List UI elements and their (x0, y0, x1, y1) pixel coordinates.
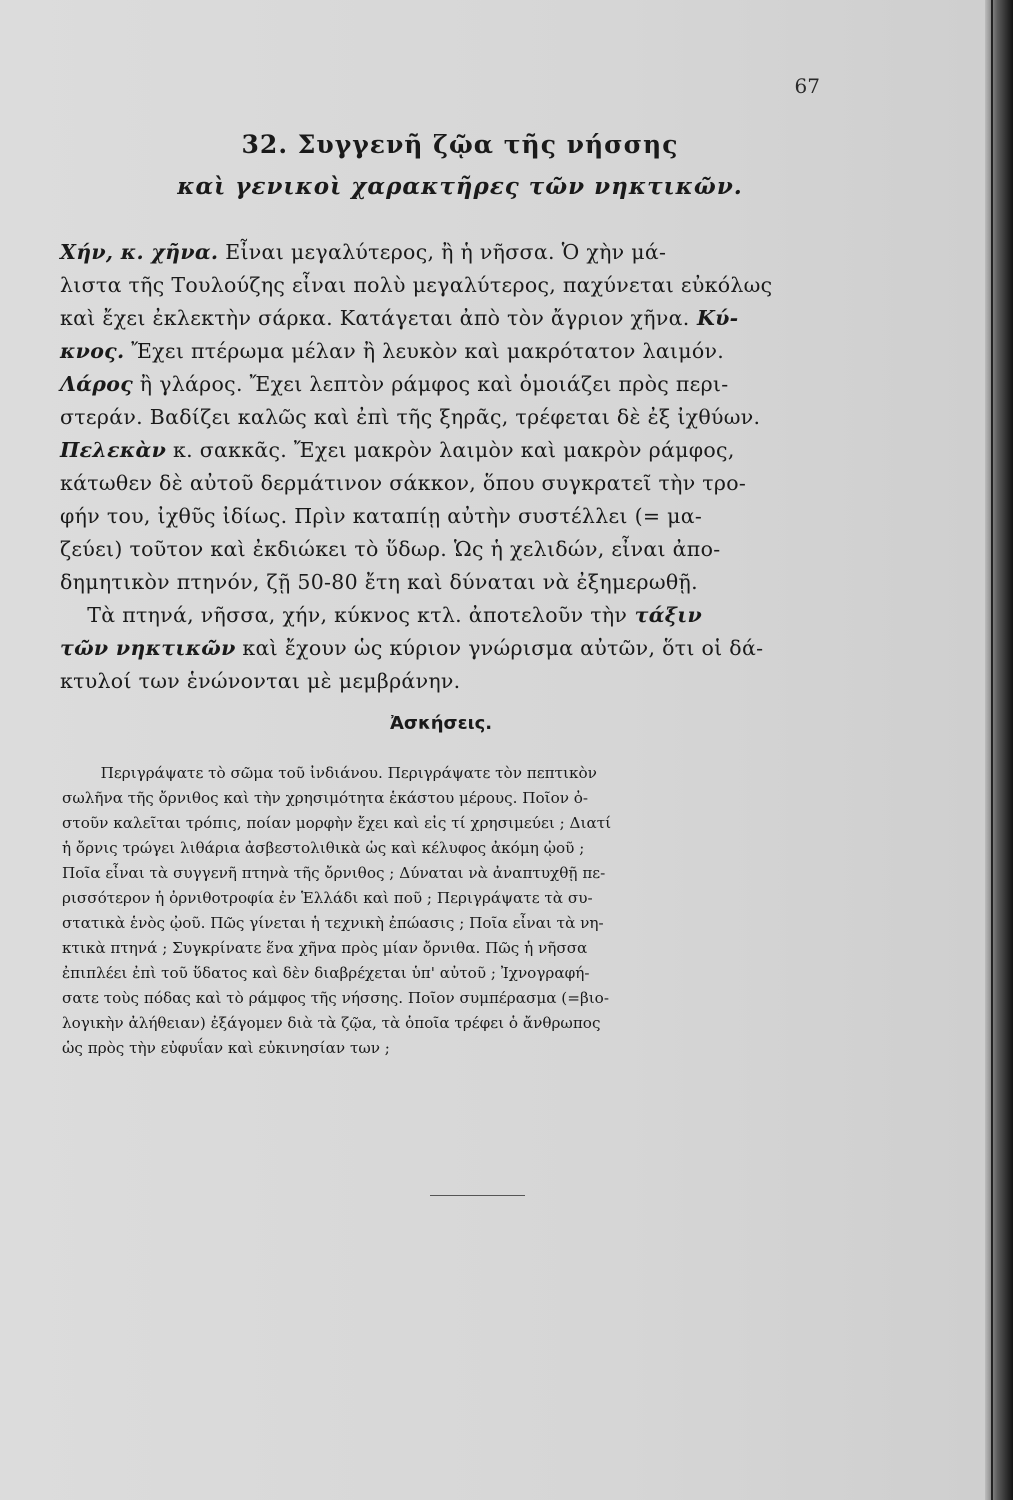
body-line: ζεύει) τοῦτον καὶ ἐκδιώκει τὸ ὕδωρ. Ὡς ἡ χελιδών, εἶναι ἀπο- (60, 537, 721, 561)
exercise-line: λογικὴν ἀλήθειαν) ἐξάγομεν διὰ τὰ ζῷα, τὰ ὁποῖα τρέφει ὁ ἄνθρωπος (62, 1014, 601, 1032)
section-subtitle: καὶ γενικοὶ χαρακτῆρες τῶν νηκτικῶν. (177, 173, 743, 200)
exercise-line: Περιγράψατε τὸ σῶμα τοῦ ἰνδιάνου. Περιγράψατε τὸν πεπτικὸν (62, 764, 597, 782)
body-line: στεράν. Βαδίζει καλῶς καὶ ἐπὶ τῆς ξηρᾶς, τρέφεται δὲ ἐξ ἰχθύων. (60, 405, 761, 429)
term-emphasis: τῶν νηκτικῶν (60, 636, 236, 660)
term-emphasis: κνος. (60, 339, 125, 363)
term-emphasis: τάξιν (627, 603, 702, 627)
exercise-line: ἐπιπλέει ἐπὶ τοῦ ὕδατος καὶ δὲν διαβρέχεται ὑπ' αὐτοῦ ; Ἰχνογραφή- (62, 964, 590, 982)
body-line: λιστα τῆς Τουλούζης εἶναι πολὺ μεγαλύτερος, παχύνεται εὐκόλως (60, 273, 773, 297)
exercise-line: Ποῖα εἶναι τὰ συγγενῆ πτηνὰ τῆς ὄρνιθος ; Δύναται νὰ ἀναπτυχθῇ πε- (62, 864, 606, 882)
body-line: κάτωθεν δὲ αὐτοῦ δερμάτινον σάκκον, ὅπου συγκρατεῖ τὴν τρο- (60, 471, 747, 495)
body-line: Λάρος ἢ γλάρος. Ἔχει λεπτὸν ράμφος καὶ ὁμοιάζει πρὸς περι- (60, 372, 729, 396)
body-line: δημητικὸν πτηνόν, ζῇ 50-80 ἔτη καὶ δύναται νὰ ἐξημερωθῇ. (60, 570, 698, 594)
term-emphasis: Λάρος (60, 372, 133, 396)
body-line: Χήν, κ. χῆνα. Εἶναι μεγαλύτερος, ἢ ἡ νῆσσα. Ὁ χὴν μά- (60, 240, 667, 264)
book-spine-shadow (985, 0, 1013, 1500)
term-emphasis: Πελεκὰν (60, 438, 167, 462)
exercise-line: ρισσότερον ἡ ὀρνιθοτροφία ἐν Ἑλλάδι καὶ ποῦ ; Περιγράψατε τὰ συ- (62, 889, 593, 907)
end-rule-divider (430, 1195, 525, 1196)
exercise-line: στατικὰ ἑνὸς ᾠοῦ. Πῶς γίνεται ἡ τεχνικὴ ἐπώασις ; Ποῖα εἶναι τὰ νη- (62, 914, 604, 932)
exercise-line: ὡς πρὸς τὴν εὐφυΐαν καὶ εὐκινησίαν των ; (62, 1039, 390, 1057)
body-line: Πελεκὰν κ. σακκᾶς. Ἔχει μακρὸν λαιμὸν καὶ μακρὸν ράμφος, (60, 438, 735, 462)
exercise-line: σατε τοὺς πόδας καὶ τὸ ράμφος τῆς νήσσης. Ποῖον συμπέρασμα (=βιο- (62, 989, 609, 1007)
body-line: φήν του, ἰχθῦς ἰδίως. Πρὶν καταπίῃ αὐτὴν συστέλλει (= μα- (60, 504, 703, 528)
body-line: κνος. Ἔχει πτέρωμα μέλαν ἢ λευκὸν καὶ μακρότατον λαιμόν. (60, 339, 725, 363)
body-line: καὶ ἔχει ἐκλεκτὴν σάρκα. Κατάγεται ἀπὸ τὸν ἄγριον χῆνα. Κύ- (60, 306, 739, 330)
spine-edge-line (991, 0, 993, 1500)
page-number: 67 (794, 74, 820, 98)
body-line: κτυλοί των ἑνώνονται μὲ μεμβράνην. (60, 669, 461, 693)
term-emphasis: Κύ- (689, 306, 739, 330)
exercises-title: Ἀσκήσεις. (390, 713, 493, 734)
term-emphasis: Χήν, κ. χῆνα. (60, 240, 219, 264)
section-title: 32. Συγγενῆ ζῷα τῆς νήσσης (241, 130, 679, 159)
exercise-line: ἡ ὄρνις τρώγει λιθάρια ἀσβεστολιθικὰ ὡς καὶ κέλυφος ἀκόμη ᾠοῦ ; (62, 839, 585, 857)
exercise-line: στοῦν καλεῖται τρόπις, ποίαν μορφὴν ἔχει καὶ εἰς τί χρησιμεύει ; Διατί (62, 814, 612, 832)
body-line: Τὰ πτηνά, νῆσσα, χήν, κύκνος κτλ. ἀποτελοῦν τὴν τάξιν (60, 603, 702, 627)
exercise-line: σωλῆνα τῆς ὄρνιθος καὶ τὴν χρησιμότητα ἑκάστου μέρους. Ποῖον ὀ- (62, 789, 589, 807)
exercise-line: κτικὰ πτηνά ; Συγκρίνατε ἕνα χῆνα πρὸς μίαν ὄρνιθα. Πῶς ἡ νῆσσα (62, 939, 588, 957)
body-line: τῶν νηκτικῶν καὶ ἔχουν ὡς κύριον γνώρισμα αὐτῶν, ὅτι οἱ δά- (60, 636, 764, 660)
